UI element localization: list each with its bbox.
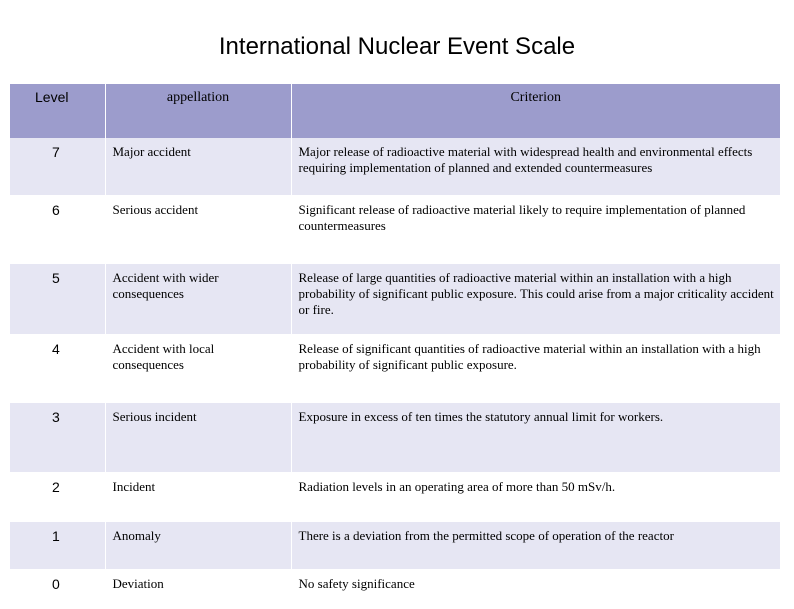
appellation-cell: Incident <box>105 472 291 521</box>
level-cell: 3 <box>10 402 105 472</box>
appellation-cell: Anomaly <box>105 521 291 569</box>
criterion-cell: Significant release of radioactive material likely to require implementation of planned countermeasures <box>291 195 780 263</box>
level-cell: 2 <box>10 472 105 521</box>
table-row <box>10 334 780 402</box>
table-row <box>10 138 780 195</box>
criterion-cell: There is a deviation from the permitted scope of operation of the reactor <box>291 521 780 569</box>
appellation-cell: Serious incident <box>105 402 291 472</box>
page-title: International Nuclear Event Scale <box>218 33 576 60</box>
appellation-cell: Major accident <box>105 138 291 195</box>
level-cell: 6 <box>10 195 105 263</box>
appellation-cell: Deviation <box>105 569 291 609</box>
table-row <box>10 521 780 569</box>
table-row <box>10 195 780 263</box>
table-row <box>10 569 780 609</box>
criterion-cell: No safety significance <box>291 569 780 609</box>
appellation-cell: Serious accident <box>105 195 291 263</box>
ines-table <box>10 84 780 609</box>
table-row <box>10 402 780 472</box>
header-appellation: appellation <box>105 84 291 138</box>
level-cell: 7 <box>10 138 105 195</box>
criterion-cell: Release of significant quantities of radioactive material within an installation with a high probability of significant public exposure. <box>291 334 780 402</box>
header-level: Level <box>10 84 105 138</box>
table-row <box>10 263 780 334</box>
criterion-cell: Release of large quantities of radioactive material within an installation with a high probability of significant public exposure. This could arise from a major criticality accident or fire. <box>291 263 780 334</box>
level-cell: 0 <box>10 569 105 609</box>
appellation-cell: Accident with wider consequences <box>105 263 291 334</box>
appellation-cell: Accident with local consequences <box>105 334 291 402</box>
table-row <box>10 472 780 521</box>
criterion-cell: Major release of radioactive material with widespread health and environmental effects requiring implementation of planned and extended countermeasures <box>291 138 780 195</box>
criterion-cell: Radiation levels in an operating area of more than 50 mSv/h. <box>291 472 780 521</box>
level-cell: 4 <box>10 334 105 402</box>
level-cell: 5 <box>10 263 105 334</box>
header-criterion: Criterion <box>291 84 780 138</box>
level-cell: 1 <box>10 521 105 569</box>
table-header-row <box>10 84 780 138</box>
criterion-cell: Exposure in excess of ten times the statutory annual limit for workers. <box>291 402 780 472</box>
